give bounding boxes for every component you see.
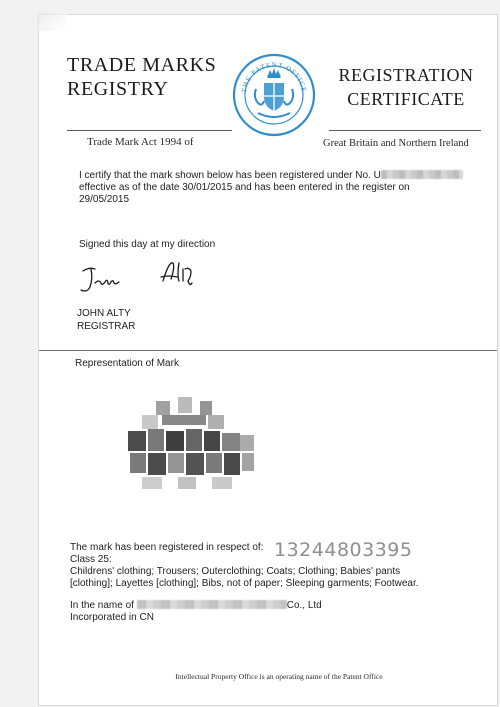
certificate-title-line2: CERTIFICATE — [347, 89, 465, 109]
goods-line-2: [clothing]; Layettes [clothing]; Bibs, not of paper; Sleeping garments; Footwear. — [70, 578, 419, 589]
section-divider — [39, 350, 497, 351]
trade-mark-act: Trade Mark Act 1994 of — [87, 136, 194, 148]
registrar-block — [77, 307, 135, 333]
owner-block — [70, 600, 470, 624]
phone-watermark: 13244803395 — [274, 539, 413, 561]
pixelated-mark-image — [94, 393, 259, 498]
registrar-title: REGISTRAR — [77, 321, 136, 332]
registry-title-line2: REGISTRY — [67, 78, 169, 100]
certification-line-3: 29/05/2015 — [79, 194, 130, 205]
redacted-registration-number — [381, 170, 463, 179]
patent-office-seal-icon — [232, 53, 316, 137]
certification-statement — [79, 170, 469, 206]
incorporation: Incorporated in CN — [70, 612, 154, 623]
footer-note: Intellectual Property Office is an operating name of the Patent Office — [175, 672, 383, 681]
registry-title-line1: TRADE MARKS — [67, 54, 217, 76]
certification-line-1 — [79, 170, 469, 182]
goods-line-1: Childrens' clothing; Trousers; Outerclothing; Coats; Clothing; Babies' pants — [70, 566, 401, 577]
jurisdiction: Great Britain and Northern Ireland — [323, 138, 469, 149]
certificate-header — [323, 63, 481, 149]
class-label: Class 25: — [70, 554, 112, 565]
header-right-rule — [329, 130, 481, 131]
registrar-signature — [75, 255, 225, 300]
owner-suffix: Co., Ltd — [286, 600, 322, 611]
header-left-rule — [67, 130, 232, 131]
registrar-name: JOHN ALTY — [77, 308, 131, 319]
seal-text: THE PATENT OFFICE — [240, 60, 308, 94]
certificate-title-line1: REGISTRATION — [338, 65, 474, 85]
certification-line-1-text: I certify that the mark shown below has been registered under No. U — [79, 170, 381, 181]
owner-line — [70, 600, 470, 612]
signed-statement: Signed this day at my direction — [79, 239, 216, 250]
registry-header — [67, 53, 237, 148]
certification-line-2: effective as of the date 30/01/2015 and has been entered in the register on — [79, 182, 410, 193]
respect-heading: The mark has been registered in respect of: — [70, 542, 264, 553]
certificate-page — [38, 14, 498, 706]
owner-prefix: In the name of — [70, 600, 134, 611]
representation-label: Representation of Mark — [75, 358, 179, 369]
redacted-owner-name — [137, 600, 287, 609]
